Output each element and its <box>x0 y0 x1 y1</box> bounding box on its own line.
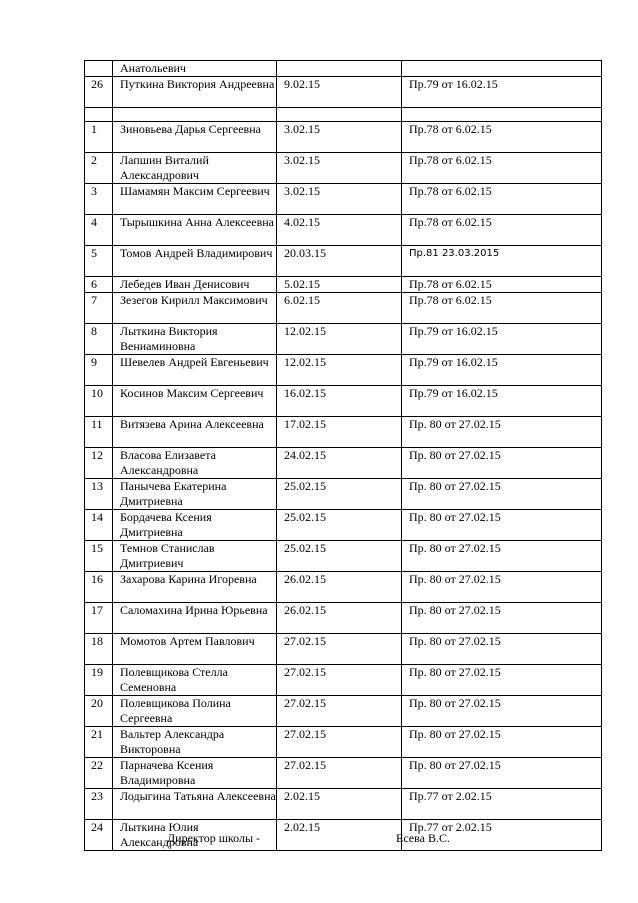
enrollment-date: 24.02.15 <box>277 448 402 479</box>
row-number: 6 <box>85 277 113 293</box>
row-number: 20 <box>85 696 113 727</box>
order-reference: Пр. 80 от 27.02.15 <box>402 727 602 758</box>
enrollment-date: 9.02.15 <box>277 77 402 108</box>
table-row <box>85 355 602 386</box>
row-number: 2 <box>85 153 113 184</box>
row-number: 12 <box>85 448 113 479</box>
director-label: Директор школы - <box>167 831 261 845</box>
student-name: Вальтер Александра Викторовна <box>113 727 277 758</box>
row-number: 10 <box>85 386 113 417</box>
order-reference: Пр.79 от 16.02.15 <box>402 324 602 355</box>
row-number: 5 <box>85 246 113 277</box>
enrollment-date: 27.02.15 <box>277 758 402 789</box>
order-reference: Пр.78 от 6.02.15 <box>402 153 602 184</box>
enrollment-date: 25.02.15 <box>277 479 402 510</box>
row-number: 13 <box>85 479 113 510</box>
enrollment-date: 12.02.15 <box>277 355 402 386</box>
table-row <box>85 417 602 448</box>
student-name: Анатольевич <box>113 61 277 77</box>
row-number: 15 <box>85 541 113 572</box>
enrollment-date: 6.02.15 <box>277 293 402 324</box>
table-row <box>85 246 602 277</box>
row-number <box>85 61 113 77</box>
table-separator-row <box>85 108 602 122</box>
order-reference: Пр.79 от 16.02.15 <box>402 386 602 417</box>
row-number: 17 <box>85 603 113 634</box>
student-name: Томов Андрей Владимирович <box>113 246 277 277</box>
order-reference: Пр.78 от 6.02.15 <box>402 293 602 324</box>
enrollment-date: 4.02.15 <box>277 215 402 246</box>
table-row <box>85 386 602 417</box>
order-reference: Пр. 80 от 27.02.15 <box>402 479 602 510</box>
row-number: 1 <box>85 122 113 153</box>
empty-cell <box>85 108 113 122</box>
row-number: 24 <box>85 820 113 851</box>
row-number: 7 <box>85 293 113 324</box>
table-row <box>85 77 602 108</box>
enrollment-date: 20.03.15 <box>277 246 402 277</box>
enrollment-date: 25.02.15 <box>277 541 402 572</box>
student-name: Полевщикова Полина Сергеевна <box>113 696 277 727</box>
row-number: 23 <box>85 789 113 820</box>
enrollment-date: 3.02.15 <box>277 153 402 184</box>
row-number: 4 <box>85 215 113 246</box>
empty-cell <box>277 108 402 122</box>
order-reference: Пр. 80 от 27.02.15 <box>402 603 602 634</box>
order-reference: Пр.79 от 16.02.15 <box>402 77 602 108</box>
enrollment-date: 27.02.15 <box>277 696 402 727</box>
table-row <box>85 510 602 541</box>
table-row <box>85 727 602 758</box>
enrollment-date: 27.02.15 <box>277 665 402 696</box>
row-number: 18 <box>85 634 113 665</box>
student-name: Косинов Максим Сергеевич <box>113 386 277 417</box>
order-reference: Пр. 80 от 27.02.15 <box>402 541 602 572</box>
table-row <box>85 572 602 603</box>
table-row <box>85 603 602 634</box>
order-reference: Пр.77 от 2.02.15 <box>402 789 602 820</box>
student-name: Бордачева Ксения Дмитриевна <box>113 510 277 541</box>
student-name: Темнов Станислав Дмитриевич <box>113 541 277 572</box>
students-table-body <box>85 61 602 851</box>
order-reference <box>402 61 602 77</box>
order-reference: Пр. 80 от 27.02.15 <box>402 665 602 696</box>
student-name: Лыткина Юлия Александровна <box>113 820 277 851</box>
student-name: Шамамян Максим Сергеевич <box>113 184 277 215</box>
table-row <box>85 696 602 727</box>
order-reference: Пр. 80 от 27.02.15 <box>402 510 602 541</box>
student-name: Тырышкина Анна Алексеевна <box>113 215 277 246</box>
table-row <box>85 122 602 153</box>
order-reference: Пр.78 от 6.02.15 <box>402 277 602 293</box>
table-row <box>85 541 602 572</box>
row-number: 21 <box>85 727 113 758</box>
order-reference: Пр.78 от 6.02.15 <box>402 184 602 215</box>
order-reference: Пр. 80 от 27.02.15 <box>402 417 602 448</box>
order-reference: Пр.79 от 16.02.15 <box>402 355 602 386</box>
enrollment-date: 26.02.15 <box>277 572 402 603</box>
order-reference: Пр. 80 от 27.02.15 <box>402 696 602 727</box>
enrollment-date: 3.02.15 <box>277 184 402 215</box>
row-number: 9 <box>85 355 113 386</box>
enrollment-date <box>277 61 402 77</box>
student-name: Момотов Артем Павлович <box>113 634 277 665</box>
order-reference: Пр.78 от 6.02.15 <box>402 215 602 246</box>
student-name: Парначева Ксения Владимировна <box>113 758 277 789</box>
order-reference: Пр. 80 от 27.02.15 <box>402 448 602 479</box>
row-number: 26 <box>85 77 113 108</box>
table-row <box>85 324 602 355</box>
order-reference: Пр.78 от 6.02.15 <box>402 122 602 153</box>
order-reference: Пр. 80 от 27.02.15 <box>402 758 602 789</box>
table-row <box>85 277 602 293</box>
student-name: Лодыгина Татьяна Алексеевна <box>113 789 277 820</box>
student-name: Зезегов Кирилл Максимович <box>113 293 277 324</box>
student-name: Зиновьева Дарья Сергеевна <box>113 122 277 153</box>
student-name: Лебедев Иван Денисович <box>113 277 277 293</box>
empty-cell <box>113 108 277 122</box>
table-row <box>85 61 602 77</box>
row-number: 3 <box>85 184 113 215</box>
table-row <box>85 665 602 696</box>
enrollment-date: 25.02.15 <box>277 510 402 541</box>
student-name: Лапшин Виталий Александрович <box>113 153 277 184</box>
enrollment-date: 27.02.15 <box>277 634 402 665</box>
student-name: Саломахина Ирина Юрьевна <box>113 603 277 634</box>
enrollment-date: 2.02.15 <box>277 789 402 820</box>
row-number: 8 <box>85 324 113 355</box>
enrollment-date: 3.02.15 <box>277 122 402 153</box>
table-row <box>85 184 602 215</box>
row-number: 19 <box>85 665 113 696</box>
student-name: Захарова Карина Игоревна <box>113 572 277 603</box>
table-row <box>85 479 602 510</box>
student-name: Панычева Екатерина Дмитриевна <box>113 479 277 510</box>
student-name: Шевелев Андрей Евгеньевич <box>113 355 277 386</box>
student-name: Власова Елизавета Александровна <box>113 448 277 479</box>
row-number: 16 <box>85 572 113 603</box>
student-name: Витязева Арина Алексеевна <box>113 417 277 448</box>
students-table <box>84 60 602 851</box>
row-number: 14 <box>85 510 113 541</box>
enrollment-date: 12.02.15 <box>277 324 402 355</box>
enrollment-date: 26.02.15 <box>277 603 402 634</box>
order-reference: Пр.77 от 2.02.15 <box>402 820 602 851</box>
table-row <box>85 758 602 789</box>
enrollment-date: 2.02.15 <box>277 820 402 851</box>
table-row <box>85 634 602 665</box>
order-reference: Пр.81 23.03.2015 <box>402 246 602 277</box>
table-row <box>85 215 602 246</box>
enrollment-date: 27.02.15 <box>277 727 402 758</box>
table-row <box>85 153 602 184</box>
enrollment-date: 5.02.15 <box>277 277 402 293</box>
table-row <box>85 789 602 820</box>
row-number: 11 <box>85 417 113 448</box>
enrollment-date: 17.02.15 <box>277 417 402 448</box>
order-reference: Пр. 80 от 27.02.15 <box>402 634 602 665</box>
row-number: 22 <box>85 758 113 789</box>
empty-cell <box>402 108 602 122</box>
student-name: Полевщикова Стелла Семеновна <box>113 665 277 696</box>
table-row <box>85 293 602 324</box>
order-reference: Пр. 80 от 27.02.15 <box>402 572 602 603</box>
table-row <box>85 820 602 851</box>
student-name: Путкина Виктория Андреевна <box>113 77 277 108</box>
director-name: Есева В.С. <box>396 831 450 845</box>
table-row <box>85 448 602 479</box>
student-name: Лыткина Виктория Вениаминовна <box>113 324 277 355</box>
enrollment-date: 16.02.15 <box>277 386 402 417</box>
